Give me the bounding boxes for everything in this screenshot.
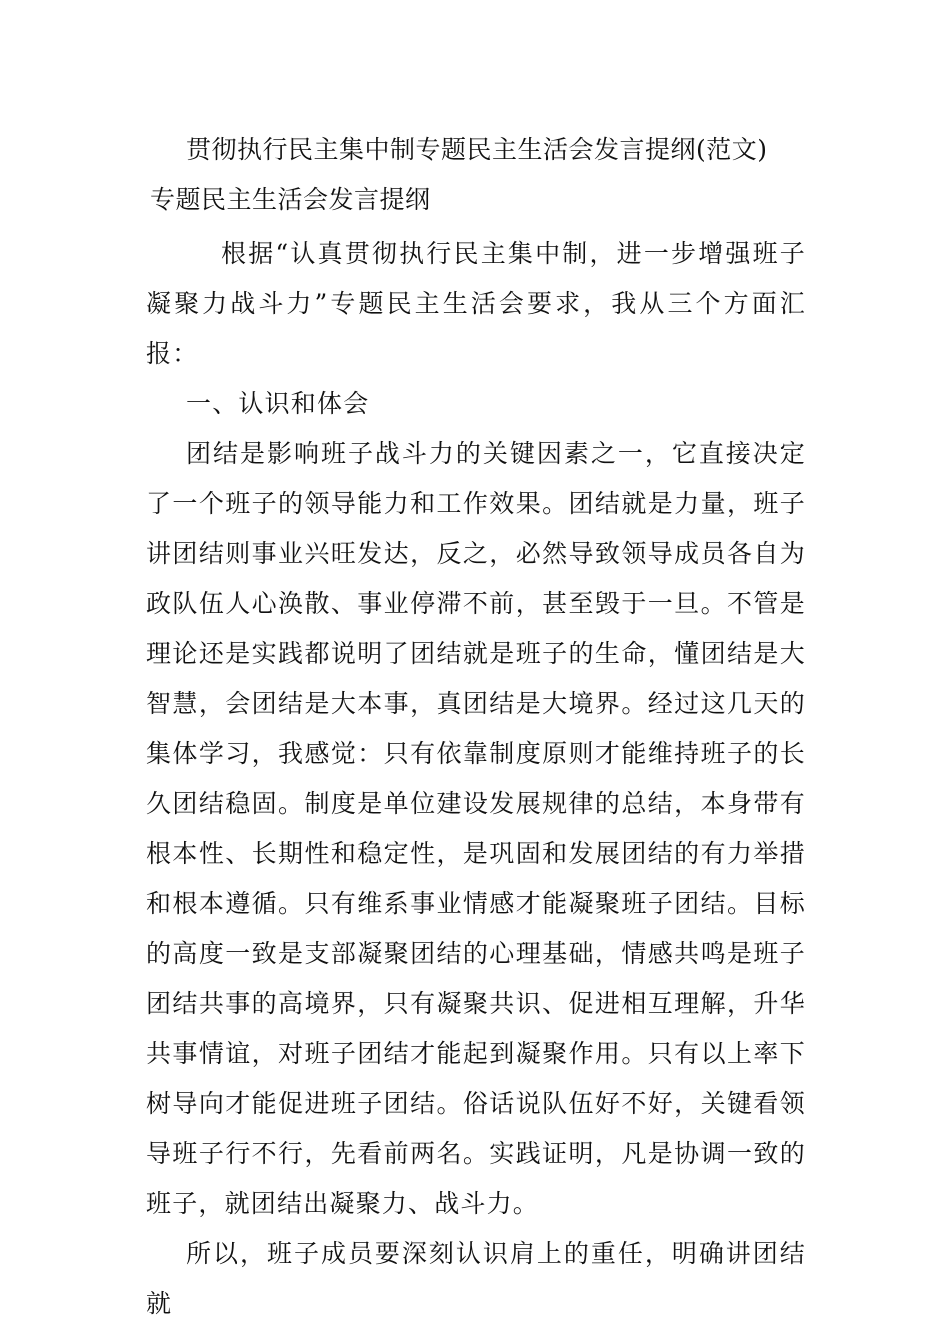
- closing-paragraph: 所以，班子成员要深刻认识肩上的重任，明确讲团结就: [146, 1239, 806, 1318]
- section-heading: 一、认识和体会: [186, 389, 370, 418]
- document-body: [146, 229, 806, 1329]
- unity-paragraph: 团结是影响班子战斗力的关键因素之一，它直接决定了一个班子的领导能力和工作效果。团结就是力量，班子讲团结则事业兴旺发达，反之，必然导致领导成员各自为政队伍人心涣散、事业停滞不前，甚至毁于一旦。不管是理论还是实践都说明了团结就是班子的生命，懂团结是大智慧，会团结是大本事，真团结是大境界。经过这几天的集体学习，我感觉：只有依靠制度原则才能维持班子的长久团结稳固。制度是单位建设发展规律的总结，本身带有根本性、长期性和稳定性，是巩固和发展团结的有力举措和根本遵循。只有维系事业情感才能凝聚班子团结。目标的高度一致是支部凝聚团结的心理基础，情感共鸣是班子团结共事的高境界，只有凝聚共识、促进相互理解，升华共事情谊，对班子团结才能起到凝聚作用。只有以上率下树导向才能促进班子团结。俗话说队伍好不好，关键看领导班子行不行，先看前两名。实践证明，凡是协调一致的班子，就团结出凝聚力、战斗力。: [146, 439, 806, 1218]
- document-title: 贯彻执行民主集中制专题民主生活会发言提纲(范文): [186, 135, 768, 164]
- document-subtitle: 专题民主生活会发言提纲: [150, 185, 431, 214]
- intro-paragraph: 根据“认真贯彻执行民主集中制，进一步增强班子凝聚力战斗力”专题民主生活会要求，我从三个方面汇报：: [146, 239, 806, 368]
